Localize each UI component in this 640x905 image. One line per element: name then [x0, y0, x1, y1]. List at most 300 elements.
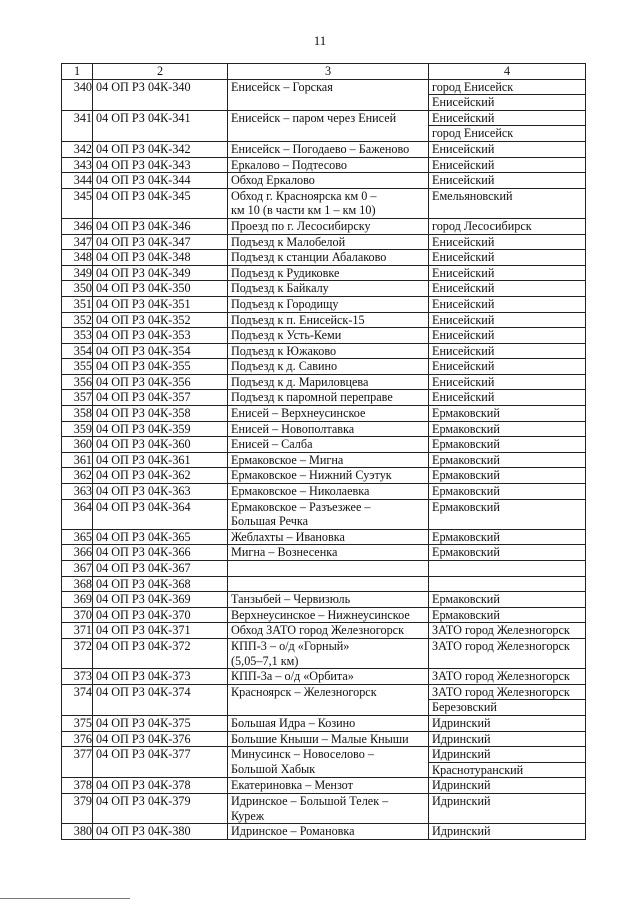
district-line: Ермаковский — [432, 452, 500, 467]
road-code: 04 ОП РЗ 04К-373 — [93, 669, 228, 685]
table-row — [62, 824, 586, 840]
row-number: 348 — [62, 250, 93, 266]
row-number: 349 — [62, 265, 93, 281]
district — [429, 359, 586, 375]
road-name — [228, 561, 429, 577]
district-line: Ермаковский — [432, 406, 500, 421]
district — [429, 265, 586, 281]
road-name-line: Обход ЗАТО город Железногорск — [231, 623, 404, 638]
road-name-line: КПП-3 – о/д «Горный» — [231, 638, 350, 653]
row-number: 373 — [62, 669, 93, 685]
road-name-line: Мигна – Вознесенка — [231, 545, 338, 560]
road-code: 04 ОП РЗ 04К-355 — [93, 359, 228, 375]
row-number: 364 — [62, 499, 93, 529]
row-number: 375 — [62, 715, 93, 731]
road-name-line: Енисей – Новополтавка — [231, 421, 355, 436]
district — [429, 452, 586, 468]
table-row — [62, 452, 586, 468]
road-name — [228, 793, 429, 823]
road-name-line: Подъезд к паромной переправе — [231, 390, 393, 405]
district — [429, 669, 586, 685]
road-code: 04 ОП РЗ 04К-340 — [93, 79, 228, 110]
road-name — [228, 715, 429, 731]
road-name-line: Танзыбей – Червизюль — [231, 592, 351, 607]
table-row — [62, 141, 586, 157]
row-number: 353 — [62, 328, 93, 344]
road-code: 04 ОП РЗ 04К-380 — [93, 824, 228, 840]
district — [429, 778, 586, 794]
row-number: 370 — [62, 607, 93, 623]
road-name-line: Енисейск – Горская — [231, 79, 333, 94]
table-row — [62, 281, 586, 297]
district-line: Енисейский — [432, 312, 495, 327]
district-line: Енисейский — [432, 281, 495, 296]
district-line: Идринский — [432, 731, 491, 746]
table-row — [62, 250, 586, 266]
road-name — [228, 234, 429, 250]
district — [429, 638, 586, 668]
road-name — [228, 157, 429, 173]
district-line: ЗАТО город Железногорск — [432, 638, 570, 653]
road-name — [228, 452, 429, 468]
district — [429, 731, 586, 747]
district — [429, 312, 586, 328]
district-line: Ермаковский — [432, 499, 500, 514]
table-row — [62, 669, 586, 685]
district-line: Идринский — [432, 778, 491, 793]
district-line: Енисейский — [432, 173, 495, 188]
road-name-line: Ермаковское – Нижний Суэтук — [231, 468, 392, 483]
road-code: 04 ОП РЗ 04К-366 — [93, 545, 228, 561]
table-row — [62, 390, 586, 406]
road-name-line: Обход Еркалово — [231, 173, 315, 188]
road-name — [228, 484, 429, 500]
road-code: 04 ОП РЗ 04К-357 — [93, 390, 228, 406]
road-name-line: Подъезд к д. Савино — [231, 359, 338, 374]
district — [429, 343, 586, 359]
district-line: Енисейский — [432, 343, 495, 358]
district — [429, 79, 586, 110]
road-name-line: Подъезд к Байкалу — [231, 281, 329, 296]
district-line — [432, 561, 585, 576]
road-code: 04 ОП РЗ 04К-352 — [93, 312, 228, 328]
table-row — [62, 359, 586, 375]
row-number: 369 — [62, 592, 93, 608]
road-name — [228, 79, 429, 110]
road-name — [228, 312, 429, 328]
road-code: 04 ОП РЗ 04К-379 — [93, 793, 228, 823]
district — [429, 110, 586, 141]
table-row — [62, 343, 586, 359]
row-number: 366 — [62, 545, 93, 561]
road-name-line: Енисей – Верхнеусинское — [231, 406, 366, 421]
road-name — [228, 265, 429, 281]
road-name-line: Еркалово – Подтесово — [231, 157, 347, 172]
district — [429, 592, 586, 608]
district — [429, 607, 586, 623]
road-name-line: Верхнеусинское – Нижнеусинское — [231, 607, 410, 622]
road-name — [228, 281, 429, 297]
road-name — [228, 731, 429, 747]
table-body — [62, 79, 586, 839]
road-name-line: Енисейск – паром через Енисей — [231, 110, 397, 125]
road-name — [228, 747, 429, 778]
road-name-line: Подъезд к Южаково — [231, 343, 337, 358]
row-number: 372 — [62, 638, 93, 668]
road-code: 04 ОП РЗ 04К-360 — [93, 437, 228, 453]
row-number: 362 — [62, 468, 93, 484]
road-name — [228, 607, 429, 623]
table-row — [62, 406, 586, 422]
district-line: ЗАТО город Железногорск — [432, 684, 570, 699]
row-number: 359 — [62, 421, 93, 437]
road-name-line: Ермаковское – Николаевка — [231, 484, 370, 499]
road-name-line: Ермаковское – Мигна — [231, 452, 344, 467]
road-name-line: Екатериновка – Мензот — [231, 778, 353, 793]
row-number: 374 — [62, 684, 93, 715]
road-name-line: Большая Идра – Козино — [231, 715, 356, 730]
district-line: Енисейский — [432, 374, 495, 389]
road-name — [228, 778, 429, 794]
road-name — [228, 250, 429, 266]
district-line: Ермаковский — [432, 529, 500, 544]
road-code: 04 ОП РЗ 04К-347 — [93, 234, 228, 250]
road-code: 04 ОП РЗ 04К-349 — [93, 265, 228, 281]
row-number: 377 — [62, 747, 93, 778]
row-number: 341 — [62, 110, 93, 141]
district — [429, 374, 586, 390]
district-line: Енисейский — [432, 234, 495, 249]
row-number: 358 — [62, 406, 93, 422]
road-name — [228, 141, 429, 157]
row-number: 367 — [62, 561, 93, 577]
district-line: Емельяновский — [432, 188, 513, 203]
road-name-line: Подъезд к Усть-Кеми — [231, 328, 342, 343]
road-name — [228, 218, 429, 234]
district — [429, 437, 586, 453]
row-number: 350 — [62, 281, 93, 297]
table-row — [62, 684, 586, 715]
road-name — [228, 623, 429, 639]
row-number: 363 — [62, 484, 93, 500]
road-name — [228, 328, 429, 344]
row-number: 371 — [62, 623, 93, 639]
table-row — [62, 793, 586, 823]
road-name-line: км 10 (в части км 1 – км 10) — [231, 203, 376, 218]
road-name — [228, 669, 429, 685]
road-code: 04 ОП РЗ 04К-367 — [93, 561, 228, 577]
district-line: ЗАТО город Железногорск — [432, 669, 570, 684]
road-name — [228, 296, 429, 312]
district-line: ЗАТО город Железногорск — [432, 623, 570, 638]
road-name — [228, 110, 429, 141]
road-code: 04 ОП РЗ 04К-342 — [93, 141, 228, 157]
table-row — [62, 545, 586, 561]
road-name-line: Подъезд к Рудиковке — [231, 265, 340, 280]
district-line: Идринский — [432, 715, 491, 730]
district — [429, 499, 586, 529]
road-code: 04 ОП РЗ 04К-341 — [93, 110, 228, 141]
road-code: 04 ОП РЗ 04К-370 — [93, 607, 228, 623]
table-row — [62, 747, 586, 778]
table-row — [62, 715, 586, 731]
row-number: 347 — [62, 234, 93, 250]
district-line: Енисейский — [432, 390, 495, 405]
footer-rule — [0, 898, 130, 899]
district-line: город Енисейск — [429, 125, 585, 141]
row-number: 344 — [62, 173, 93, 189]
road-name — [228, 359, 429, 375]
district — [429, 281, 586, 297]
road-name-line: Обход г. Красноярска км 0 – — [231, 188, 377, 203]
road-name — [228, 437, 429, 453]
district — [429, 468, 586, 484]
district — [429, 824, 586, 840]
district — [429, 157, 586, 173]
district-line — [432, 577, 585, 592]
district — [429, 793, 586, 823]
district-line: Енисейский — [432, 296, 495, 311]
district-line: Ермаковский — [432, 607, 500, 622]
district — [429, 173, 586, 189]
road-name-line: Подъезд к п. Енисейск-15 — [231, 312, 365, 327]
column-header: 2 — [93, 64, 228, 80]
road-name — [228, 545, 429, 561]
road-code: 04 ОП РЗ 04К-361 — [93, 452, 228, 468]
district — [429, 296, 586, 312]
column-header: 1 — [62, 64, 93, 80]
road-code: 04 ОП РЗ 04К-346 — [93, 218, 228, 234]
road-code: 04 ОП РЗ 04К-369 — [93, 592, 228, 608]
table-row — [62, 265, 586, 281]
table-row — [62, 79, 586, 110]
district — [429, 545, 586, 561]
road-name — [228, 592, 429, 608]
road-code: 04 ОП РЗ 04К-374 — [93, 684, 228, 715]
table-row — [62, 110, 586, 141]
road-name — [228, 529, 429, 545]
row-number: 365 — [62, 529, 93, 545]
district — [429, 684, 586, 715]
district-line: город Лесосибирск — [432, 218, 532, 233]
road-name-line: Подъезд к Малобелой — [231, 234, 346, 249]
district-line: Ермаковский — [432, 545, 500, 560]
row-number: 361 — [62, 452, 93, 468]
road-name-line — [231, 561, 428, 576]
district-line: Березовский — [429, 699, 585, 715]
road-name-line: Красноярск – Железногорск — [231, 684, 377, 699]
road-code: 04 ОП РЗ 04К-359 — [93, 421, 228, 437]
district-line: Енисейский — [432, 141, 495, 156]
road-name — [228, 684, 429, 715]
district-line: Енисейский — [432, 265, 495, 280]
table-row — [62, 778, 586, 794]
road-code: 04 ОП РЗ 04К-378 — [93, 778, 228, 794]
district — [429, 576, 586, 592]
district-line: Енисейский — [432, 328, 495, 343]
road-name — [228, 406, 429, 422]
row-number: 355 — [62, 359, 93, 375]
table-row — [62, 607, 586, 623]
row-number: 342 — [62, 141, 93, 157]
table-row — [62, 484, 586, 500]
district-line: Ермаковский — [432, 468, 500, 483]
table-row — [62, 188, 586, 218]
road-code: 04 ОП РЗ 04К-375 — [93, 715, 228, 731]
road-name-line: Минусинск – Новоселово – — [231, 747, 374, 762]
row-number: 343 — [62, 157, 93, 173]
district-line: Енисейский — [429, 94, 585, 110]
district-line: Енисейский — [432, 250, 495, 265]
district — [429, 234, 586, 250]
table-row — [62, 437, 586, 453]
district-line: Идринский — [432, 824, 491, 839]
road-code: 04 ОП РЗ 04К-372 — [93, 638, 228, 668]
column-header: 3 — [228, 64, 429, 80]
district — [429, 328, 586, 344]
road-name — [228, 638, 429, 668]
district — [429, 529, 586, 545]
road-name — [228, 343, 429, 359]
road-name — [228, 468, 429, 484]
table-row — [62, 638, 586, 668]
road-name-line: КПП-3а – о/д «Орбита» — [231, 669, 354, 684]
road-code: 04 ОП РЗ 04К-353 — [93, 328, 228, 344]
district-line: Енисейский — [432, 110, 495, 125]
district — [429, 141, 586, 157]
road-code: 04 ОП РЗ 04К-364 — [93, 499, 228, 529]
road-name — [228, 390, 429, 406]
district-line: Идринский — [432, 793, 491, 808]
road-name-line: Подъезд к Городищу — [231, 296, 339, 311]
table-row — [62, 173, 586, 189]
road-code: 04 ОП РЗ 04К-368 — [93, 576, 228, 592]
table-row — [62, 218, 586, 234]
table-row — [62, 592, 586, 608]
roads-table — [61, 63, 586, 840]
row-number: 345 — [62, 188, 93, 218]
road-name-line: Ермаковское – Разъезжее – — [231, 499, 371, 514]
road-name-line: Енисей – Салба — [231, 437, 313, 452]
row-number: 378 — [62, 778, 93, 794]
row-number: 379 — [62, 793, 93, 823]
road-name-line: Идринское – Большой Телек – — [231, 793, 389, 808]
road-code: 04 ОП РЗ 04К-377 — [93, 747, 228, 778]
district — [429, 421, 586, 437]
row-number: 356 — [62, 374, 93, 390]
district-line: Ермаковский — [432, 421, 500, 436]
row-number: 351 — [62, 296, 93, 312]
row-number: 346 — [62, 218, 93, 234]
road-code: 04 ОП РЗ 04К-354 — [93, 343, 228, 359]
road-code: 04 ОП РЗ 04К-343 — [93, 157, 228, 173]
road-code: 04 ОП РЗ 04К-365 — [93, 529, 228, 545]
road-code: 04 ОП РЗ 04К-362 — [93, 468, 228, 484]
district-line: Енисейский — [432, 157, 495, 172]
column-header: 4 — [429, 64, 586, 80]
table-row — [62, 234, 586, 250]
district-line: Ермаковский — [432, 437, 500, 452]
road-code: 04 ОП РЗ 04К-376 — [93, 731, 228, 747]
district — [429, 561, 586, 577]
road-name-line: Енисейск – Погодаево – Баженово — [231, 141, 410, 156]
road-code: 04 ОП РЗ 04К-345 — [93, 188, 228, 218]
road-name — [228, 576, 429, 592]
district-line: Енисейский — [432, 359, 495, 374]
table-row — [62, 468, 586, 484]
table-row — [62, 312, 586, 328]
road-name-line: Большие Кныши – Малые Кныши — [231, 731, 409, 746]
road-name-line: Идринское – Романовка — [231, 824, 355, 839]
road-code: 04 ОП РЗ 04К-344 — [93, 173, 228, 189]
row-number: 357 — [62, 390, 93, 406]
road-name — [228, 188, 429, 218]
road-name-line — [231, 577, 428, 592]
road-code: 04 ОП РЗ 04К-356 — [93, 374, 228, 390]
table-row — [62, 157, 586, 173]
table-row — [62, 328, 586, 344]
table-row — [62, 576, 586, 592]
row-number: 354 — [62, 343, 93, 359]
road-code: 04 ОП РЗ 04К-351 — [93, 296, 228, 312]
road-name-line: Подъезд к д. Мариловцева — [231, 374, 369, 389]
district — [429, 747, 586, 778]
table-row — [62, 529, 586, 545]
table-row — [62, 731, 586, 747]
road-name — [228, 173, 429, 189]
district-line: Ермаковский — [432, 484, 500, 499]
district — [429, 715, 586, 731]
table-row — [62, 421, 586, 437]
road-code: 04 ОП РЗ 04К-371 — [93, 623, 228, 639]
road-name — [228, 824, 429, 840]
table-header-row — [62, 64, 586, 80]
page-number: 11 — [313, 33, 327, 48]
district-line: Краснотуранский — [429, 762, 585, 778]
road-name-line: Большая Речка — [231, 514, 309, 529]
district — [429, 623, 586, 639]
road-name-line: Большой Хабык — [231, 761, 316, 776]
district-line: Идринский — [432, 747, 491, 762]
road-code: 04 ОП РЗ 04К-363 — [93, 484, 228, 500]
road-name — [228, 421, 429, 437]
row-number: 352 — [62, 312, 93, 328]
district — [429, 406, 586, 422]
road-code: 04 ОП РЗ 04К-358 — [93, 406, 228, 422]
row-number: 360 — [62, 437, 93, 453]
district-line: Ермаковский — [432, 592, 500, 607]
road-name — [228, 499, 429, 529]
table-row — [62, 499, 586, 529]
road-name-line: Куреж — [231, 808, 265, 823]
table-row — [62, 561, 586, 577]
road-code: 04 ОП РЗ 04К-348 — [93, 250, 228, 266]
row-number: 368 — [62, 576, 93, 592]
district-line: город Енисейск — [432, 79, 514, 94]
road-name — [228, 374, 429, 390]
table-row — [62, 296, 586, 312]
district — [429, 188, 586, 218]
table-row — [62, 623, 586, 639]
district — [429, 250, 586, 266]
road-name-line: Жеблахты – Ивановка — [231, 529, 345, 544]
district — [429, 218, 586, 234]
district — [429, 484, 586, 500]
road-name-line: Проезд по г. Лесосибирску — [231, 218, 371, 233]
table-row — [62, 374, 586, 390]
road-name-line: Подъезд к станции Абалаково — [231, 250, 387, 265]
row-number: 376 — [62, 731, 93, 747]
